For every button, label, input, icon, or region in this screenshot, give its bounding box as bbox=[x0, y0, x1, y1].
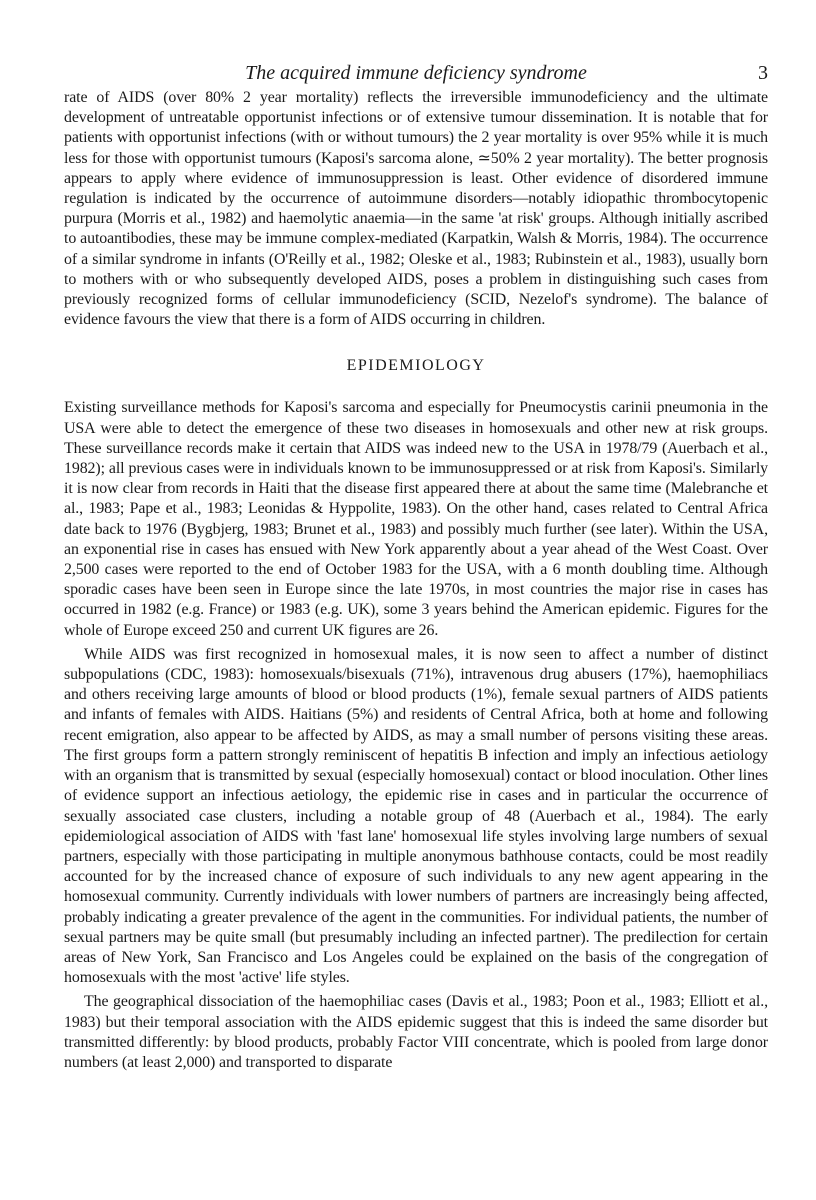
page bbox=[64, 58, 768, 1073]
paragraph-mortality: rate of AIDS (over 80% 2 year mortality) reflects the irreversible immunodeficiency and the ultimate development of untreatable opportunist infections or of extensive tumour dissemination. It is notable that for patients with opportunist infections (with or without tumours) the 2 year mortality is over 95% while it is much less for those with opportunist tumours (Kaposi's sarcoma alone, ≃50% 2 year mortality). The better prognosis appears to apply where evidence of immunosuppression is least. Other evidence of disordered immune regulation is indicated by the occurrence of autoimmune disorders—notably idiopathic thrombocytopenic purpura (Morris et al., 1982) and haemolytic anaemia—in the same 'at risk' groups. Although initially ascribed to autoantibodies, these may be immune complex-mediated (Karpatkin, Walsh & Morris, 1984). The occurrence of a similar syndrome in infants (O'Reilly et al., 1982; Oleske et al., 1983; Rubinstein et al., 1983), usually born to mothers with or who subsequently developed AIDS, poses a problem in distinguishing such cases from previously recognized forms of cellular immunodeficiency (SCID, Nezelof's syndrome). The balance of evidence favours the view that there is a form of AIDS occurring in children. bbox=[64, 89, 768, 329]
page-number: 3 bbox=[758, 62, 768, 84]
paragraph-haemophiliac: The geographical dissociation of the haemophiliac cases (Davis et al., 1983; Poon et al., 1983; Elliott et al., 1983) but their temporal association with the AIDS epidemic suggest that this is indeed the same disorder but transmitted differently: by blood products, probably Factor VIII concentrate, which is pooled from large donor numbers (at least 2,000) and transported to disparate bbox=[64, 993, 768, 1071]
running-head-title: The acquired immune deficiency syndrome bbox=[245, 62, 587, 84]
paragraph-subpopulations: While AIDS was first recognized in homosexual males, it is now seen to affect a number of distinct subpopulations (CDC, 1983): homosexuals/bisexuals (71%), intravenous drug abusers (17%), haemophiliacs and others receiving large amounts of blood or blood products (1%), female sexual partners of AIDS patients and infants of females with AIDS. Haitians (5%) and residents of Central Africa, both at home and following recent emigration, also appear to be affected by AIDS, as may a small number of persons visiting these areas. The first groups form a pattern strongly reminiscent of hepatitis B infection and imply an infectious aetiology with an organism that is transmitted by sexual (especially homosexual) contact or blood inoculation. Other lines of evidence support an infectious aetiology, the epidemic rise in cases and in particular the occurrence of sexually associated case clusters, including a notable group of 48 (Auerbach et al., 1984). The early epidemiological association of AIDS with 'fast lane' homosexual life styles involving large numbers of sexual partners, especially with those participating in multiple anonymous bathhouse contacts, could be most readily accounted for by the increased chance of exposure of such individuals to any new agent appearing in the homosexual community. Currently individuals with lower numbers of partners are increasingly being affected, probably indicating a greater prevalence of the agent in the communities. For individual patients, the number of sexual partners may be quite small (but presumably including an infected partner). The predilection for certain areas of New York, San Francisco and Los Angeles could be explained on the basis of the congregation of homosexuals with the most 'active' life styles. bbox=[64, 645, 768, 987]
running-head bbox=[64, 58, 768, 88]
paragraph-surveillance: Existing surveillance methods for Kaposi's sarcoma and especially for Pneumocystis carinii pneumonia in the USA were able to detect the emergence of these two diseases in homosexuals and other new at risk groups. These surveillance records make it certain that AIDS was indeed new to the USA in 1978/79 (Auerbach et al., 1982); all previous cases were in individuals known to be immunosuppressed or at risk from Kaposi's. Similarly it is now clear from records in Haiti that the disease first appeared there at about the same time (Malebranche et al., 1983; Pape et al., 1983; Leonidas & Hyppolite, 1983). On the other hand, cases related to Central Africa date back to 1976 (Bygbjerg, 1983; Brunet et al., 1983) and possibly much further (see later). Within the USA, an exponential rise in cases has ensued with New York apparently about a year ahead of the West Coast. Over 2,500 cases were reported to the end of October 1983 for the USA, with a 6 month doubling time. Although sporadic cases have been seen in Europe since the late 1970s, in most countries the major rise in cases has occurred in 1982 (e.g. France) or 1983 (e.g. UK), some 3 years behind the American epidemic. Figures for the whole of Europe exceed 250 and current UK figures are 26. bbox=[64, 399, 768, 639]
section-heading-epidemiology: EPIDEMIOLOGY bbox=[346, 357, 486, 375]
